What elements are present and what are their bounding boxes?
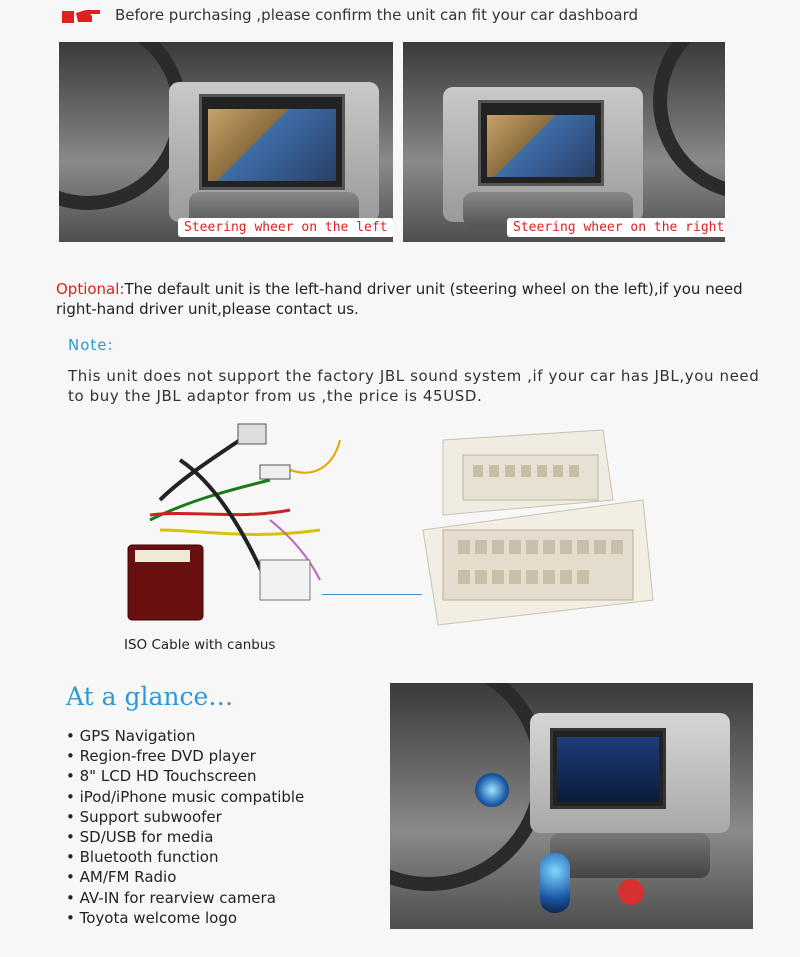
list-item: • 8" LCD HD Touchscreen (66, 766, 304, 786)
dashboard-photo-left (59, 42, 393, 242)
caption-right: Steering wheer on the right (507, 218, 725, 237)
caption-left: Steering wheer on the left (178, 218, 393, 237)
connector-image (413, 420, 663, 635)
installed-unit-photo (390, 683, 753, 929)
note-title: Note: (68, 336, 114, 354)
list-item: • Region-free DVD player (66, 746, 304, 766)
list-item: • Support subwoofer (66, 807, 304, 827)
pointing-hand-icon (62, 7, 102, 25)
dashboard-photo-right (403, 42, 725, 242)
list-item: • iPod/iPhone music compatible (66, 787, 304, 807)
header-text: Before purchasing ,please confirm the unit can fit your car dashboard (115, 6, 639, 24)
list-item: • SD/USB for media (66, 827, 304, 847)
note-text: This unit does not support the factory JBL sound system ,if your car has JBL,you need to buy the JBL adaptor from us ,the price is 45USD. (68, 367, 760, 405)
list-item: • AM/FM Radio (66, 867, 304, 887)
optional-paragraph (56, 279, 756, 319)
iso-cable-caption: ISO Cable with canbus (124, 637, 276, 653)
list-item: • AV-IN for rearview camera (66, 888, 304, 908)
glance-title: At a glance… (66, 682, 234, 711)
optional-text: The default unit is the left-hand driver unit (steering wheel on the left),if you need right-hand driver unit,please contact us. (56, 280, 743, 318)
optional-label: Optional: (56, 280, 125, 298)
connector-line (322, 594, 422, 595)
iso-cable-image (120, 420, 360, 630)
list-item: • Bluetooth function (66, 847, 304, 867)
feature-list (66, 726, 304, 928)
list-item: • Toyota welcome logo (66, 908, 304, 928)
list-item: • GPS Navigation (66, 726, 304, 746)
